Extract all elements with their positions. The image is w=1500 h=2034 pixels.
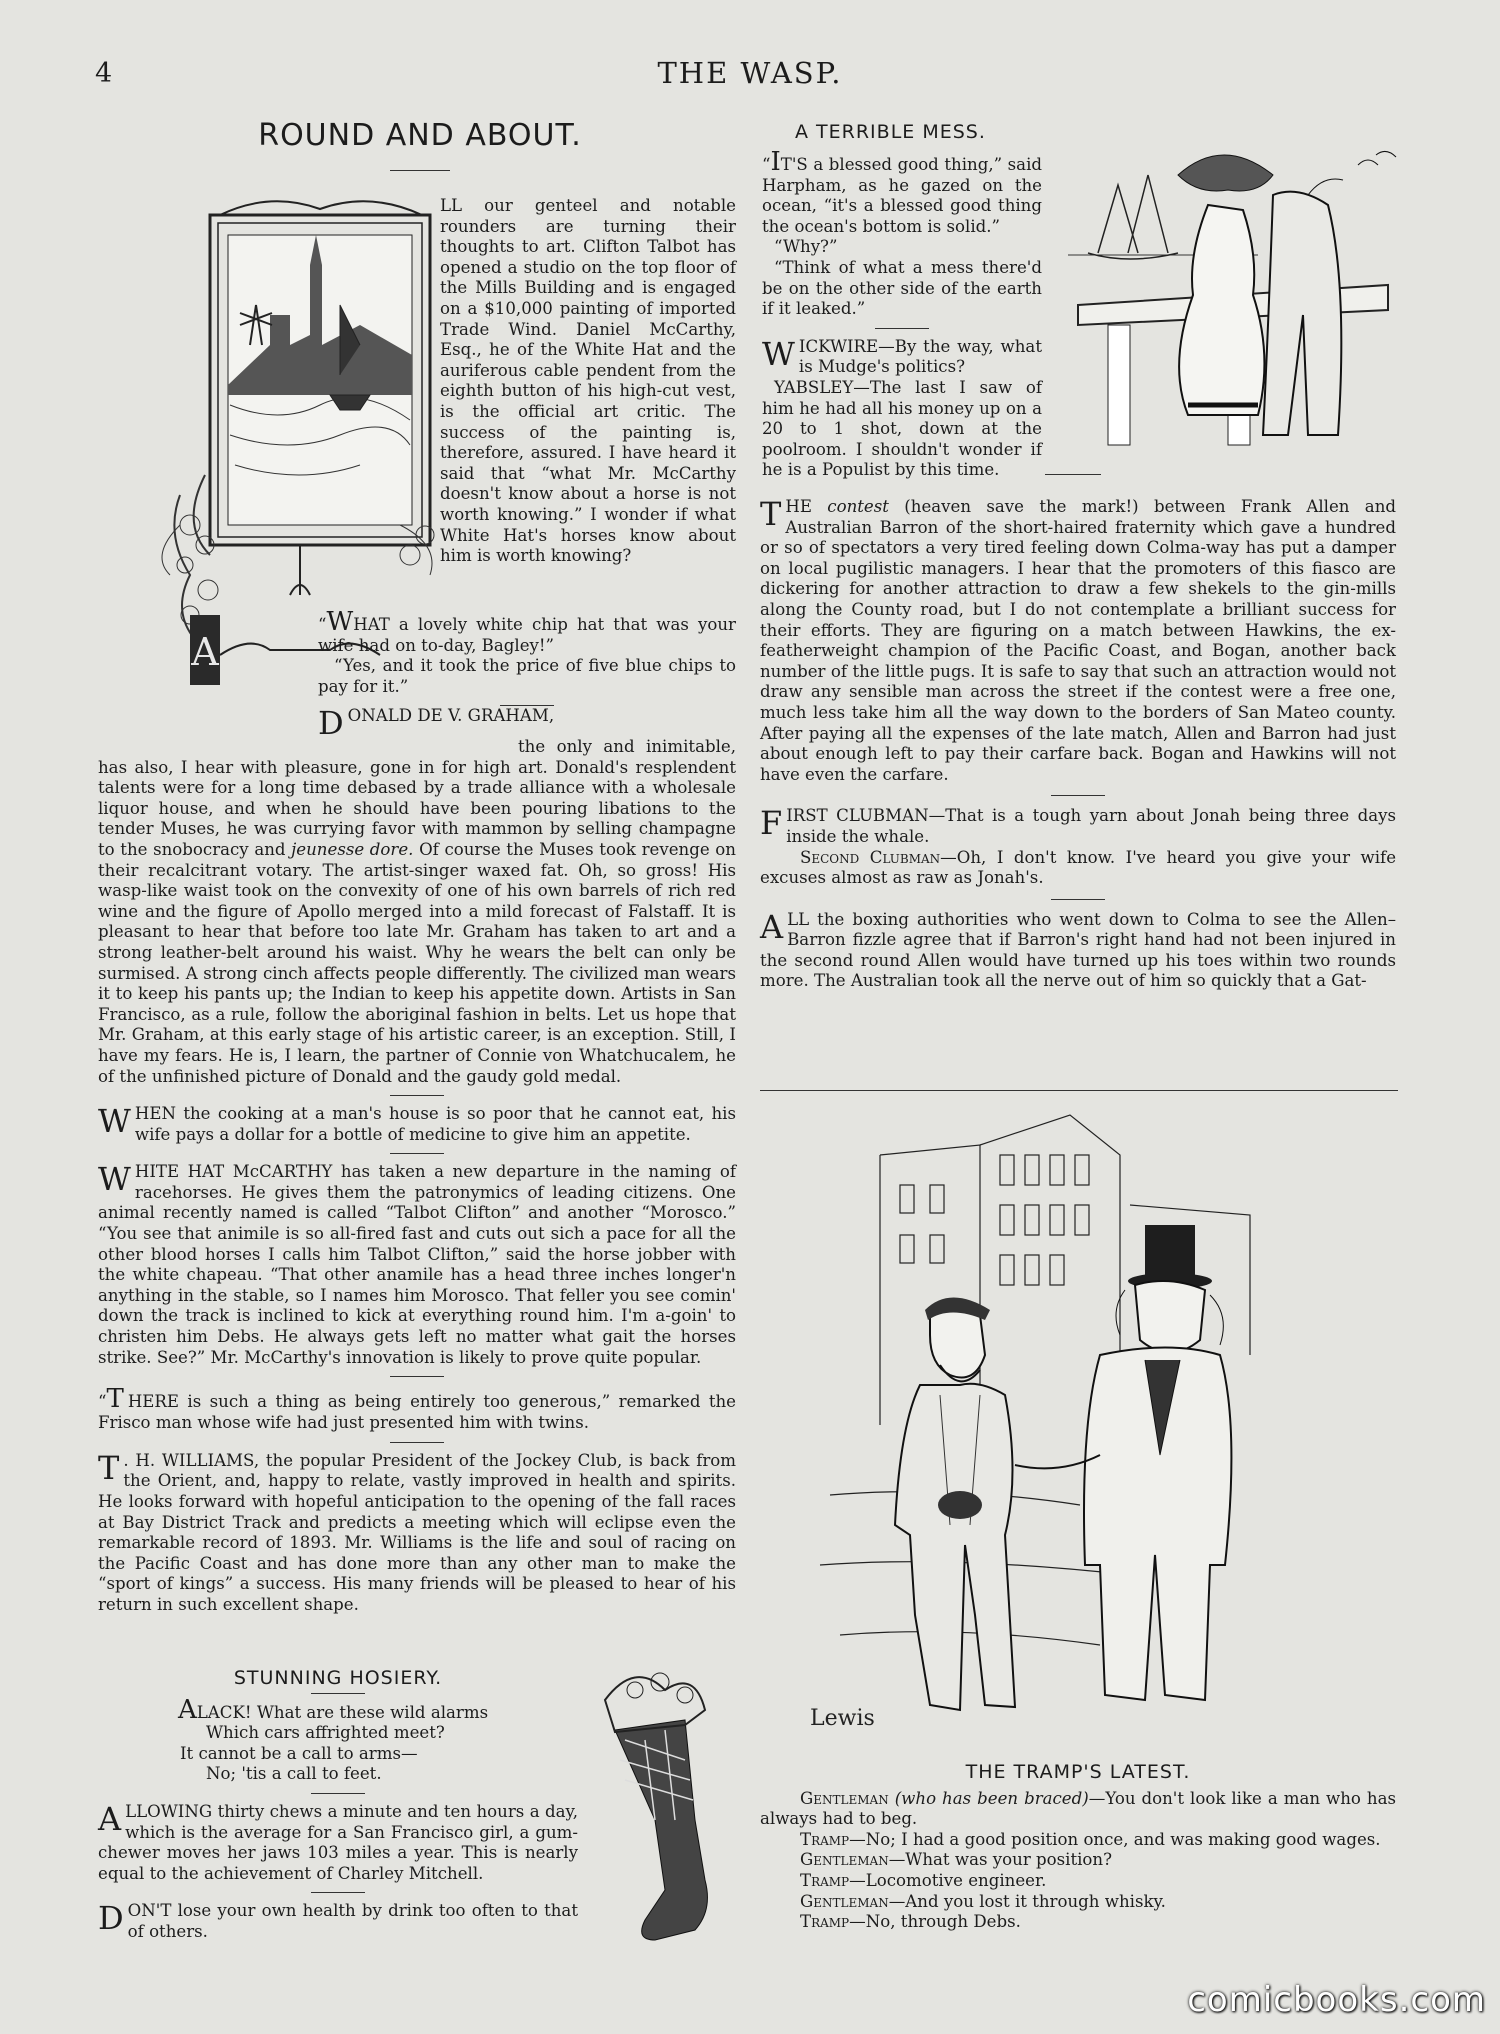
cartoon-signature: Lewis [810,1706,875,1731]
health-item: ON'T lose your own health by drink too often to that of others. [127,1901,578,1941]
hosiery-section: STUNNING HOSIERY. ALACK! What are these wild alarms Which cars affrighted meet? It cannot be a call to arms— No; 'tis a call to feet. ALLOWING thirty chews a minute and ten hours a day, which is the average for a San Francisco girl, a gum-chewer moves her jaws 103 miles a year. This is nearly equal to the achievement of Charley Mitchell. DON'T lose your own health by drink too often to that of others. [98,1667,578,1941]
cooking-item: HEN the cooking at a man's house is so poor that he cannot eat, his wife pays a dollar for a bottle of medicine to give him an appetite. [134,1104,736,1144]
clubman-item: IRST CLUBMAN—That is a tough yarn about Jonah being three days inside the whale. [786,806,1396,846]
masthead: THE WASP. [657,56,843,90]
twins-item: HERE is such a thing as being entirely too generous,” remarked the Frisco man whose wife had just presented him with twins. [98,1392,736,1433]
section-title: ROUND AND ABOUT. [258,118,582,153]
rule [1045,474,1101,475]
terrible-mess-title: A TERRIBLE MESS. [795,121,986,143]
hosiery-poem: ALACK! What are these wild alarms Which cars affrighted meet? It cannot be a call to arms— No; 'tis a call to feet. [178,1694,489,1784]
boxing-item: LL the boxing authorities who went down to Colma to see the Allen–Barron fizzle agree that if Barron's right hand had not been injured in the second round Allen would have turned up his toes within two rounds more. The Australian took all the nerve out of him so quickly that a Gat- [760,909,1396,991]
intro-paragraph: LL our genteel and notable rounders are turning their thoughts to art. Clifton Talbot has opened a studio on the top floor of the Mills Building and is engaged on a $10,000 painting of imported Trade Wind. Daniel McCarthy, Esq., he of the White Hat and the auriferous cable pendent from the eighth button of his high-cut vest, is the official art critic. The success of the painting is, therefore, assured. I have heard it said that “what Mr. McCarthy doesn't know about a horse is not worth knowing.” I wonder if what White Hat's horses know about him is worth knowing? [440,196,736,566]
site-watermark: comicbooks.com [1187,1980,1486,2020]
contest-item: THE contest (heaven save the mark!) between Frank Allen and Australian Barron of the short-haired fraternity which gave a hundred or so of spectators a very tired feeling down Colma-way has put a damper on local pugilistic managers. I hear that the promoters of this fiasco are dickering for another attraction to draw a few shekels to the gin-mills along the County road, but I do not contemplate a brilliant success for their efforts. They are figuring on a match between Hawkins, the ex-featherweight champion of the Pacific Coast, and Bogan, another back number of the little pugs. It is safe to say that such an attraction would not draw any sensible man across the street if the contest were a free one, much less take him all the way down to the borders of San Mateo county. After paying all the expenses of the late match, Allen and Barron had just about enough left to pay their carfare back. Bogan and Hawkins will not have even the carfare. FIRST CLUBMAN—That is a tough yarn about Jonah being three days inside the whale. Second Clubman—Oh, I don't know. I've heard you give your wife excuses almost as raw as Jonah's. ALL the boxing authorities who went down to Colma to see the Allen–Barron fizzle agree that if Barron's right hand had not been injured in the second round Allen would have turned up his toes within two rounds more. The Australian took all the nerve out of him so quickly that a Gat- [760,495,1397,991]
svg-text:A: A [191,630,219,674]
white-hat-item: HITE HAT McCARTHY has taken a new departure in the naming of racehorses. He gives them the patronymics of leading citizens. One animal recently named is called “Talbot Clifton” and another “Morosco.” “You see that animile is so all-fired fast and cuts out sich a pace for all the other blood horses I calls him Talbot Clifton,” said the horse jobber with the white chapeau. “That other anamile has a head three inches longer'n anything in the stable, so I names him Morosco. That feller you see comin' down the track is inclined to kick at everything round him. I'm a-goin' to christen him Debs. He always gets left no matter what gait the horses strike. See?” Mr. McCarthy's innovation is likely to prove quite popular. [98,1162,736,1367]
tramp-cartoon-illustration [800,1095,1360,1735]
terrible-mess-title-wrap [760,122,1060,143]
terrible-mess-item: “IT'S a blessed good thing,” said Harpham, as he gazed on the ocean, “it's a blessed good thing the ocean's bottom is solid.” “Why?” “Think of what a mess there'd be on the other side of the earth if it leaked.” WICKWIRE—By the way, what is Mudge's politics? YABSLEY—The last I saw of him he had all his money up on a 20 to 1 shot, down at the poolroom. I shouldn't wonder if he is a Populist by this time. [762,147,1042,480]
cartoon-top-rule [760,1090,1398,1091]
page-number: 4 [95,58,113,89]
chews-item: LLOWING thirty chews a minute and ten hours a day, which is the average for a San Francisco girl, a gum-chewer moves her jaws 103 miles a year. This is nearly equal to the achievement of Charley Mitchell. [98,1801,578,1883]
graham-item: DONALD DE V. GRAHAM, the only and inimitable, has also, I hear with pleasure, gone in for high art. Donald's resplendent talents were for a long time debased by a trade alliance with a wholesale liquor house, and when he should have been pouring libations to the tender Muses, he was currying favor with mammon by selling champagne to the snobocracy and jeunesse dore. Of course the Muses took revenge on their recalcitrant votary. The artist-singer waxed fat. Oh, so gross! His wasp-like waist took on the convexity of one of his own barrels of rich red wine and the figure of Apollo merged into a mild forecast of Falstaff. It is pleasant to hear that before too late Mr. Graham has taken to art and a strong leather-belt around his waist. Why he wears the belt can only be surmised. A strong cinch affects people differently. The civilized man wears it to keep his pants up; the Indian to keep his appetite down. Artists in San Francisco, as a rule, follow the aboriginal fashion in belts. Let us hope that Mr. Graham, at this early stage of his artistic career, is an exception. Still, I have my fears. He is, I learn, the partner of Connie von Whatchucalem, he of the unfinished picture of Donald and the gaudy gold medal. WHEN the cooking at a man's house is so poor that he cannot eat, his wife pays a dollar for a bottle of medicine to give him an appetite. WHITE HAT McCARTHY has taken a new departure in the naming of racehorses. He gives them the patronymics of leading citizens. One animal recently named is called “Talbot Clifton” and another “Morosco.” “You see that animile is so all-fired fast and cuts out sich a pace for all the other blood horses I calls him Talbot Clifton,” said the horse jobber with the white chapeau. “That other anamile has a head three inches longer'n anything in the stable, so I names him Morosco. That feller you see comin' down the track is inclined to kick at everything round him. I'm a-goin' to christen him Debs. He always gets left no matter what gait the horses strike. See?” Mr. McCarthy's innovation is likely to prove quite popular. “T HERE is such a thing as being entirely too generous,” remarked the Frisco man whose wife had just presented him with twins. T . H. WILLIAMS, the popular President of the Jockey Club, is back from the Orient, and, happy to relate, vastly improved in health and spirits. He looks forward with hopeful anticipation to the opening of the fall races at Bay District Track and predicts a meeting which will eclipse even the remarkable record of 1893. Mr. Williams is the life and soul of racing on the Pacific Coast and has done more than any other man to make the “sport of kings” a success. His many friends will be pleased to hear of his return in such excellent shape. [98,704,736,1614]
hosiery-title: STUNNING HOSIERY. [233,1667,443,1689]
title-rule [390,170,450,171]
chip-hat-item: “WHAT a lovely white chip hat that was your wife had on to-day, Bagley!” “Yes, and it took the price of five blue chips to pay for it.” [318,612,736,714]
tramp-dialogue: THE TRAMP'S LATEST. Gentleman (who has been braced)—You don't look like a man who has always had to beg. Tramp—No; I had a good position once, and was making good wages. Gentleman—What was your position? Tramp—Locomotive engineer. Gentleman—And you lost it through whisky. Tramp—No, through Debs. [760,1761,1396,1932]
tramp-title: THE TRAMP'S LATEST. [965,1761,1191,1783]
seaside-couple-illustration [1058,135,1403,465]
stocking-illustration [595,1660,725,1960]
williams-item: . H. WILLIAMS, the popular President of the Jockey Club, is back from the Orient, and, happy to relate, vastly improved in health and spirits. He looks forward with hopeful anticipation to the opening of the fall races at Bay District Track and predicts a meeting which will eclipse even the remarkable record of 1893. Mr. Williams is the life and soul of racing on the Pacific Coast and has done more than any other man to make the “sport of kings” a success. His many friends will be pleased to hear of his return in such excellent shape. [98,1450,736,1614]
